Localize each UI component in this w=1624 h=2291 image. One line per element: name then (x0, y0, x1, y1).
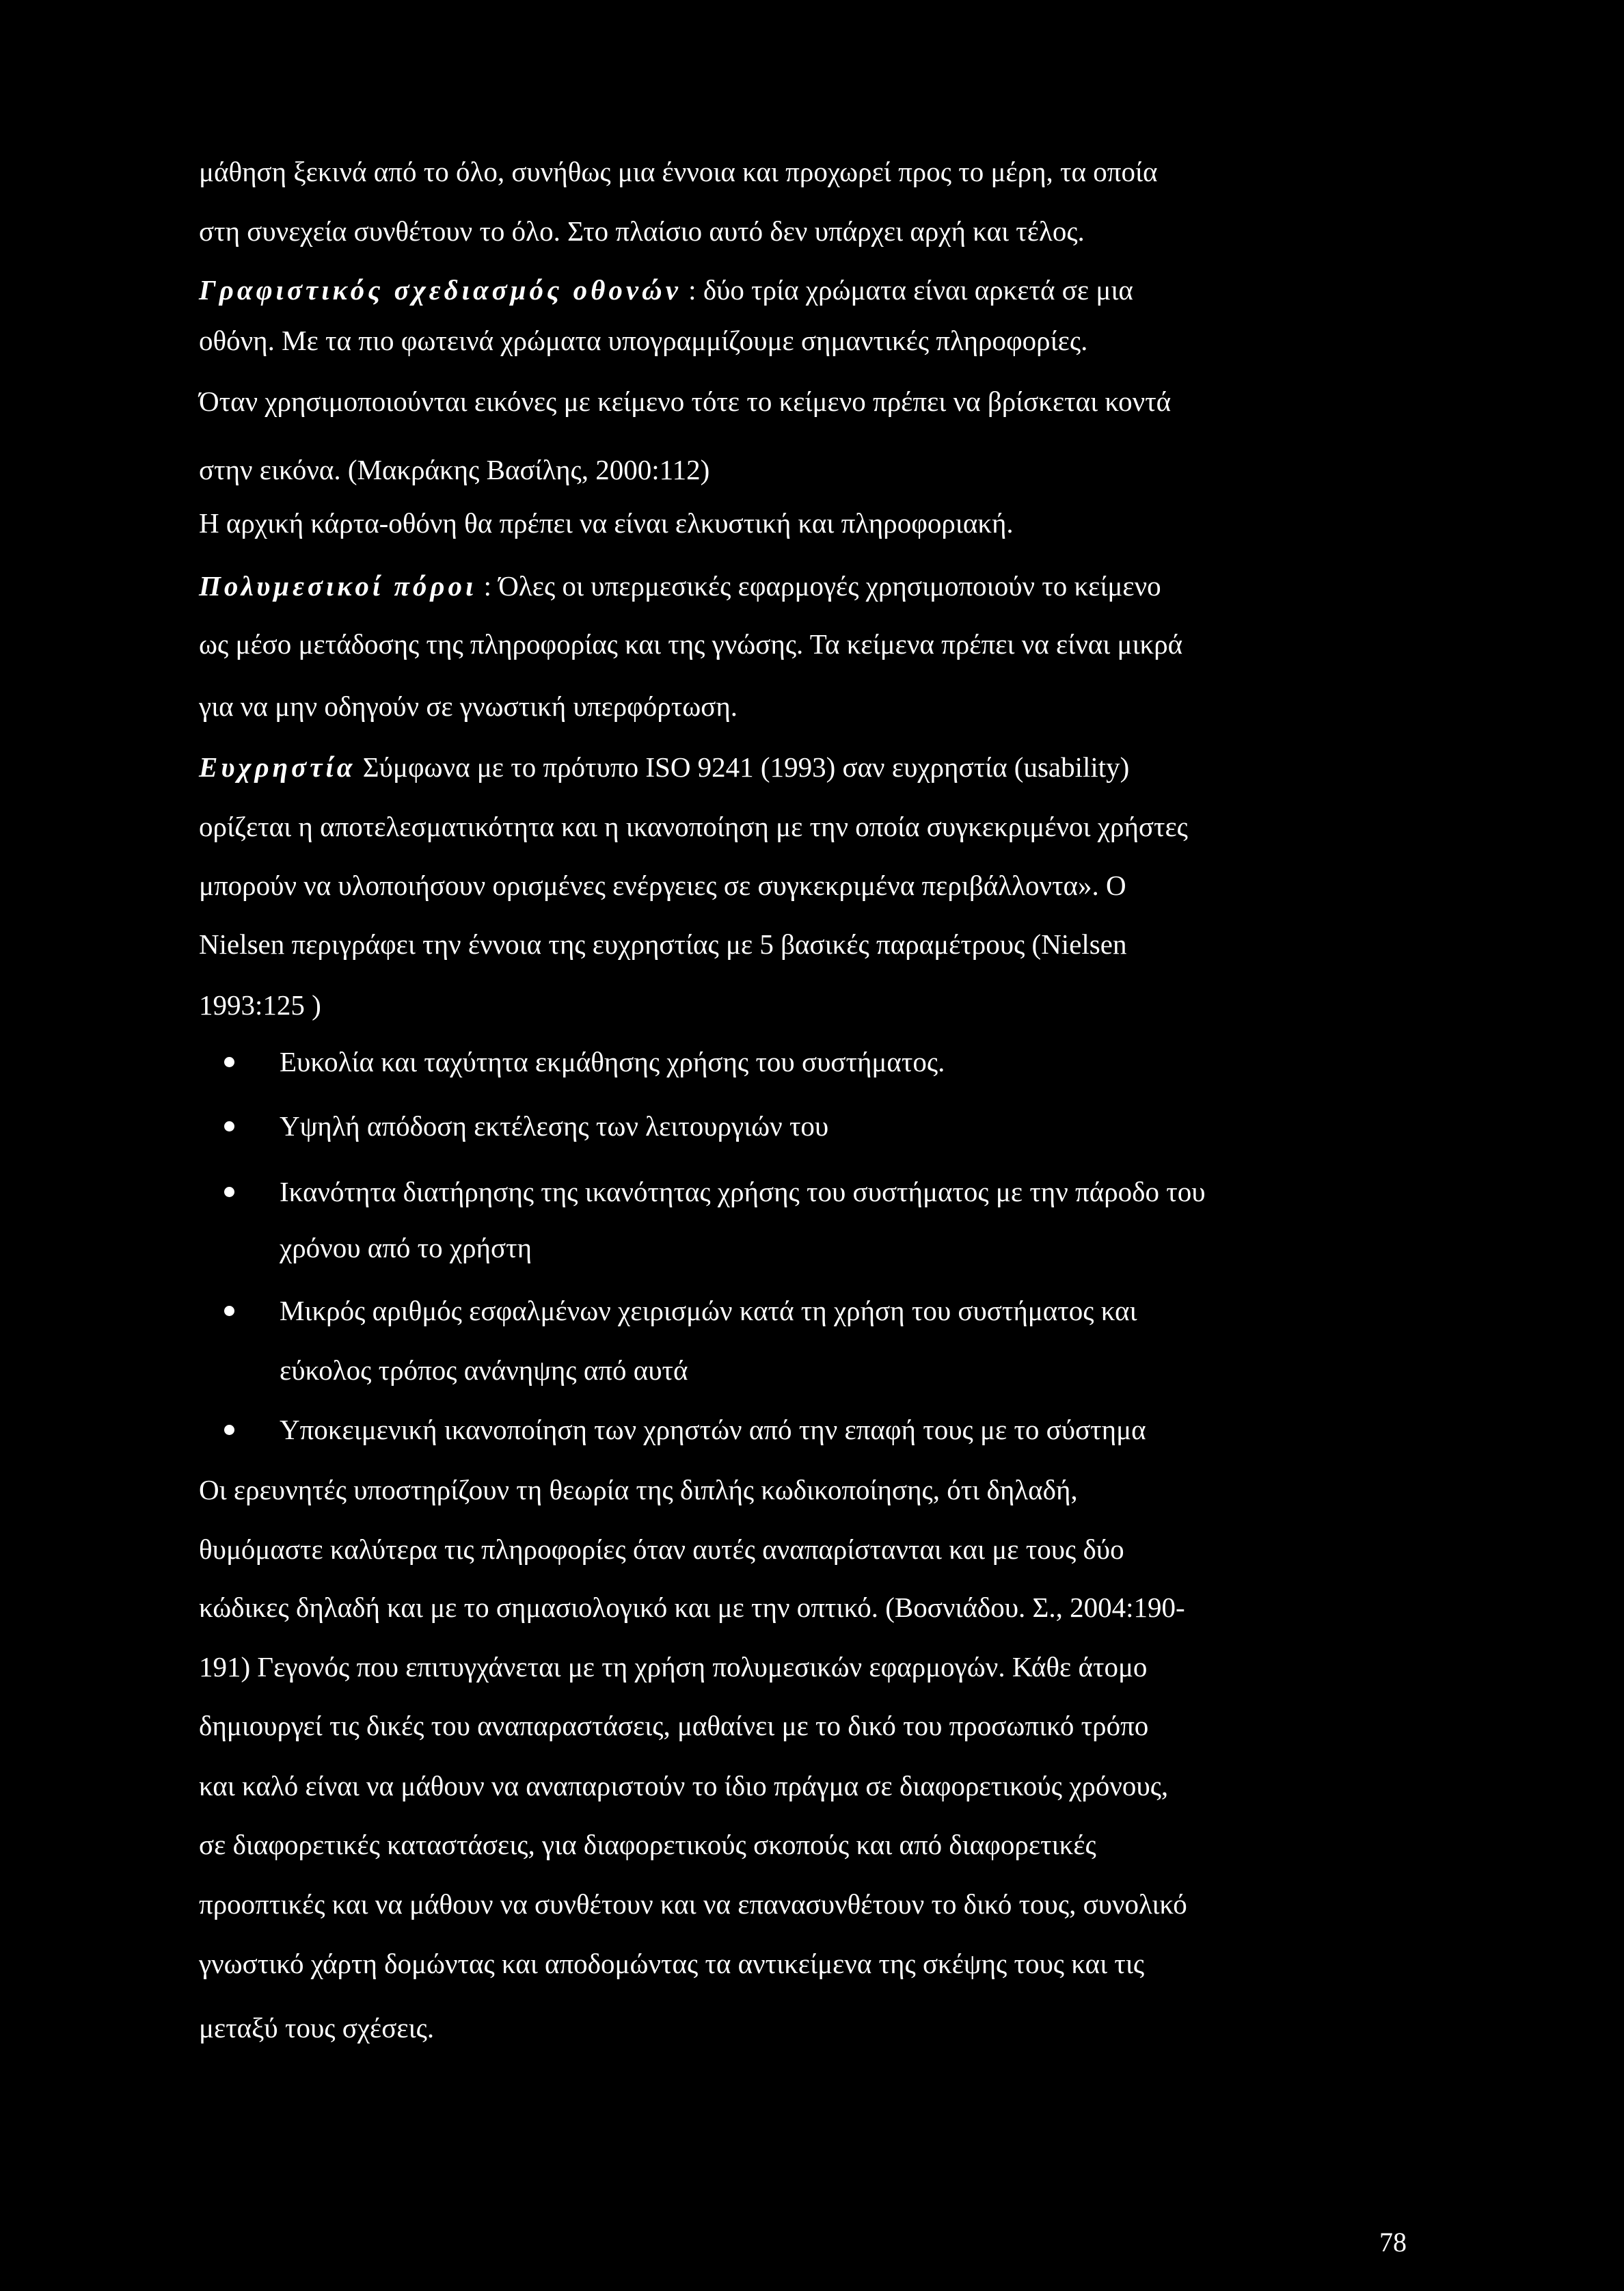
inline-heading: Γραφιστικός σχεδιασμός οθονών (199, 274, 681, 306)
bullet-item: Ευκολία και ταχύτητα εκμάθησης χρήσης του συστήματος. (280, 1046, 945, 1077)
text-line: 1993:125 ) (199, 989, 321, 1021)
bullet-item-continuation: εύκολος τρόπος ανάνηψης από αυτά (280, 1354, 688, 1386)
inline-heading: Ευχρηστία (199, 751, 356, 783)
bullet-item: Υποκειμενική ικανοποίηση των χρηστών από την επαφή τους με το σύστημα (280, 1414, 1146, 1445)
inline-text: Σύμφωνα με το πρότυπο ISO 9241 (1993) σαν ευχρηστία (usability) (355, 751, 1130, 783)
text-line: μεταξύ τους σχέσεις. (199, 2012, 435, 2044)
text-line-with-heading (199, 273, 1133, 307)
text-line-with-heading (199, 750, 1129, 784)
text-line-with-heading (199, 569, 1161, 603)
bullet-item: Μικρός αριθμός εσφαλμένων χειρισμών κατά τη χρήση του συστήματος και (280, 1295, 1137, 1326)
text-line: γνωστικό χάρτη δομώντας και αποδομώντας τα αντικείμενα της σκέψης τους και τις (199, 1948, 1145, 1979)
bullet-dot (224, 1057, 234, 1067)
inline-heading: Πολυμεσικοί πόροι (199, 570, 477, 602)
bullet-dot (224, 1121, 234, 1131)
text-line: ως μέσο μετάδοσης της πληροφορίας και της γνώσης. Τα κείμενα πρέπει να είναι μικρά (199, 628, 1183, 660)
bullet-dot (224, 1425, 234, 1435)
bullet-dot (224, 1187, 234, 1197)
text-line: οθόνη. Με τα πιο φωτεινά χρώματα υπογραμμίζουμε σημαντικές πληροφορίες. (199, 325, 1088, 356)
bullet-item: Ικανότητα διατήρησης της ικανότητας χρήσης του συστήματος με την πάροδο του (280, 1176, 1206, 1207)
text-line: σε διαφορετικές καταστάσεις, για διαφορετικούς σκοπούς και από διαφορετικές (199, 1829, 1096, 1860)
text-line: προοπτικές και να μάθουν να συνθέτουν και να επανασυνθέτουν το δικό τους, συνολικό (199, 1888, 1187, 1920)
text-line: μπορούν να υλοποιήσουν ορισμένες ενέργειες σε συγκεκριμένα περιβάλλοντα». Ο (199, 870, 1126, 901)
inline-text: : Όλες οι υπερμεσικές εφαρμογές χρησιμοποιούν το κείμενο (476, 570, 1161, 602)
inline-text: : δύο τρία χρώματα είναι αρκετά σε μια (681, 274, 1133, 306)
text-line: Οι ερευνητές υποστηρίζουν τη θεωρία της διπλής κωδικοποίησης, ότι δηλαδή, (199, 1474, 1078, 1505)
bullet-item-continuation: χρόνου από το χρήστη (280, 1232, 532, 1263)
text-line: και καλό είναι να μάθουν να αναπαριστούν το ίδιο πράγμα σε διαφορετικούς χρόνους, (199, 1770, 1169, 1801)
text-line: Nielsen περιγράφει την έννοια της ευχρηστίας με 5 βασικές παραμέτρους (Nielsen (199, 928, 1127, 960)
bullet-dot (224, 1306, 234, 1316)
text-line: δημιουργεί τις δικές του αναπαραστάσεις, μαθαίνει με το δικό του προσωπικό τρόπο (199, 1710, 1149, 1741)
text-line: θυμόμαστε καλύτερα τις πληροφορίες όταν αυτές αναπαρίστανται και με τους δύο (199, 1533, 1124, 1565)
text-line: Η αρχική κάρτα-οθόνη θα πρέπει να είναι ελκυστική και πληροφοριακή. (199, 507, 1014, 539)
text-line: κώδικες δηλαδή και με το σημασιολογικό και με την οπτικό. (Βοσνιάδου. Σ., 2004:190- (199, 1592, 1185, 1623)
text-line: 191) Γεγονός που επιτυγχάνεται με τη χρήση πολυμεσικών εφαρμογών. Κάθε άτομο (199, 1651, 1148, 1683)
page-number: 78 (1379, 2227, 1407, 2257)
bullet-item: Υψηλή απόδοση εκτέλεσης των λειτουργιών του (280, 1110, 829, 1142)
text-line: μάθηση ξεκινά από το όλο, συνήθως μια έννοια και προχωρεί προς το μέρη, τα οποία (199, 156, 1158, 187)
text-line: Όταν χρησιμοποιούνται εικόνες με κείμενο τότε το κείμενο πρέπει να βρίσκεται κοντά (199, 386, 1172, 417)
text-line: για να μην οδηγούν σε γνωστική υπερφόρτωση. (199, 691, 738, 722)
text-line: ορίζεται η αποτελεσματικότητα και η ικανοποίηση με την οποία συγκεκριμένοι χρήστες (199, 811, 1188, 842)
text-line: στη συνεχεία συνθέτουν το όλο. Στο πλαίσιο αυτό δεν υπάρχει αρχή και τέλος. (199, 215, 1085, 247)
text-line: στην εικόνα. (Μακράκης Βασίλης, 2000:112) (199, 454, 710, 485)
